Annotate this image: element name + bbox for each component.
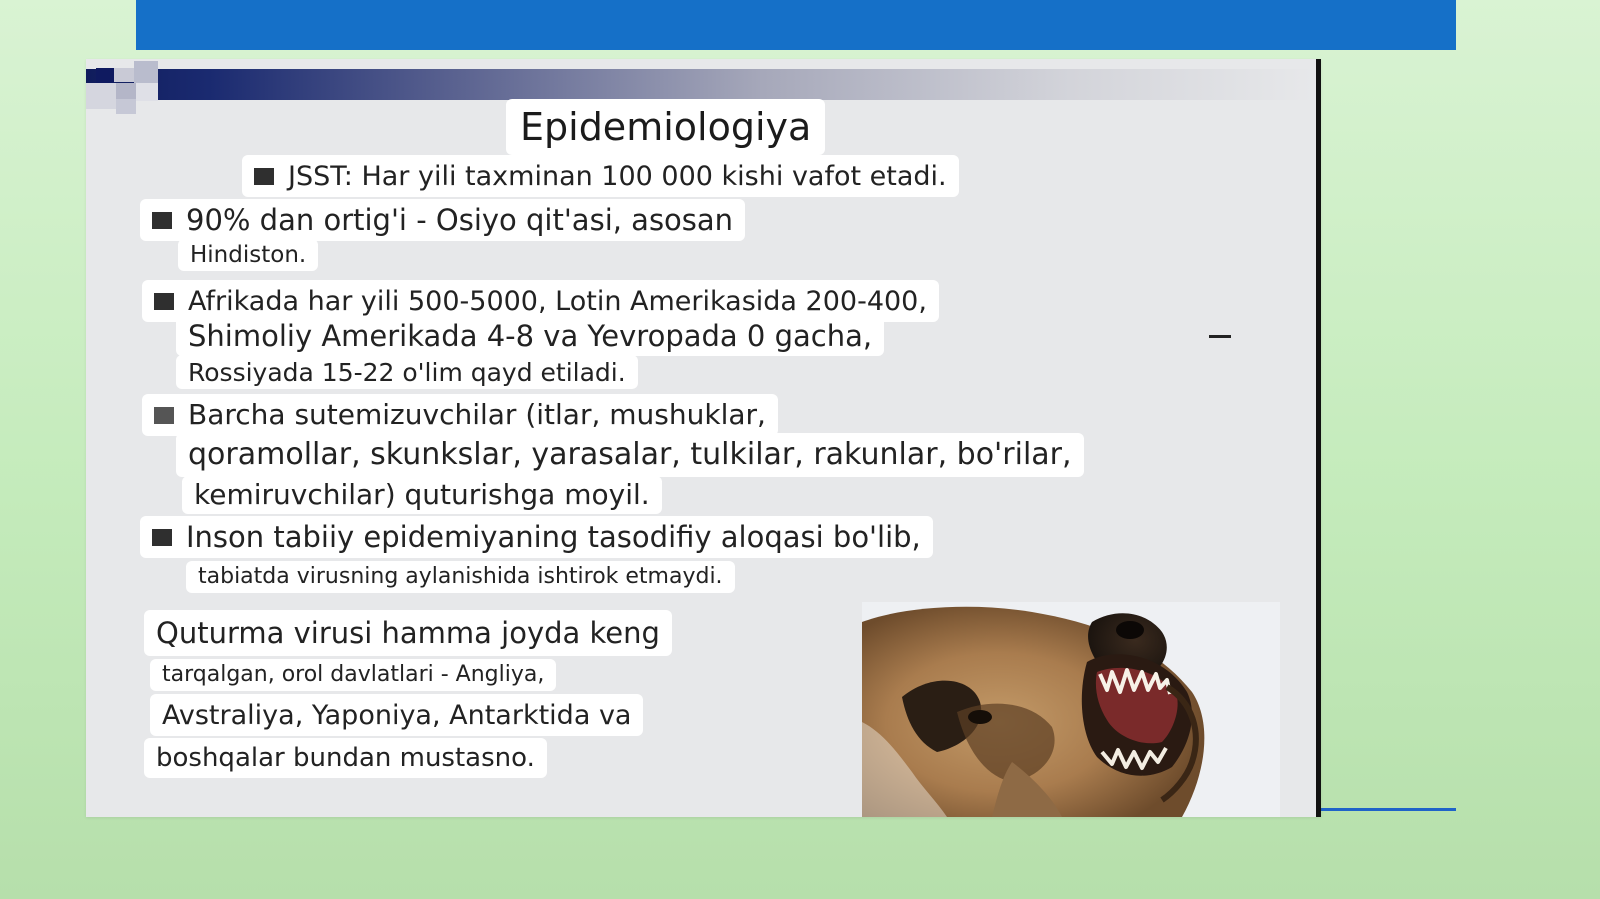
bullet-continuation: Shimoliy Amerikada 4-8 va Yevropada 0 gacha, — [176, 316, 884, 356]
blue-underline-accent — [1318, 808, 1456, 811]
slide-header-gradient-band — [86, 69, 1316, 100]
slide-title: Epidemiologiya — [506, 99, 825, 155]
paragraph-line: boshqalar bundan mustasno. — [144, 738, 547, 778]
decor-square — [114, 68, 134, 82]
paragraph-line: Avstraliya, Yaponiya, Antarktida va — [150, 694, 643, 736]
paragraph-line: tarqalgan, orol davlatlari - Angliya, — [150, 659, 556, 691]
dash-mark — [1209, 335, 1231, 338]
bullet-text: Barcha sutemizuvchilar (itlar, mushuklar, — [188, 398, 766, 431]
bullet-square-icon — [154, 407, 174, 424]
bullet-continuation: Hindiston. — [178, 239, 318, 271]
bullet-item — [140, 516, 933, 558]
bullet-square-icon — [254, 168, 274, 185]
snarling-dog-photo — [862, 602, 1280, 817]
dog-illustration — [862, 602, 1280, 817]
bullet-continuation: tabiatda virusning aylanishida ishtirok etmaydi. — [186, 561, 735, 593]
presentation-slide — [86, 59, 1321, 817]
bullet-item — [142, 394, 778, 436]
decor-square — [116, 99, 136, 114]
bullet-text: Afrikada har yili 500-5000, Lotin Amerikasida 200-400, — [188, 285, 927, 317]
decor-square — [86, 83, 116, 109]
paragraph-line: Quturma virusi hamma joyda keng — [144, 610, 672, 656]
bullet-square-icon — [154, 293, 174, 310]
bullet-item — [242, 155, 959, 197]
bullet-text: 90% dan ortig'i - Osiyo qit'asi, asosan — [186, 202, 734, 237]
decor-square — [134, 61, 158, 83]
decor-square — [96, 68, 114, 83]
bullet-item — [140, 199, 745, 241]
bullet-text: Inson tabiiy epidemiyaning tasodifiy aloqasi bo'lib, — [186, 519, 921, 554]
top-blue-bar — [136, 0, 1456, 50]
bullet-continuation: qoramollar, skunkslar, yarasalar, tulkilar, rakunlar, bo'rilar, — [176, 433, 1084, 477]
bullet-square-icon — [152, 212, 172, 229]
bullet-continuation: kemiruvchilar) quturishga moyil. — [182, 476, 662, 514]
bullet-square-icon — [152, 529, 172, 546]
bullet-text: JSST: Har yili taxminan 100 000 kishi vafot etadi. — [288, 160, 947, 192]
decor-square — [116, 83, 136, 99]
decor-square — [136, 83, 158, 101]
bullet-continuation: Rossiyada 15-22 o'lim qayd etiladi. — [176, 355, 638, 389]
